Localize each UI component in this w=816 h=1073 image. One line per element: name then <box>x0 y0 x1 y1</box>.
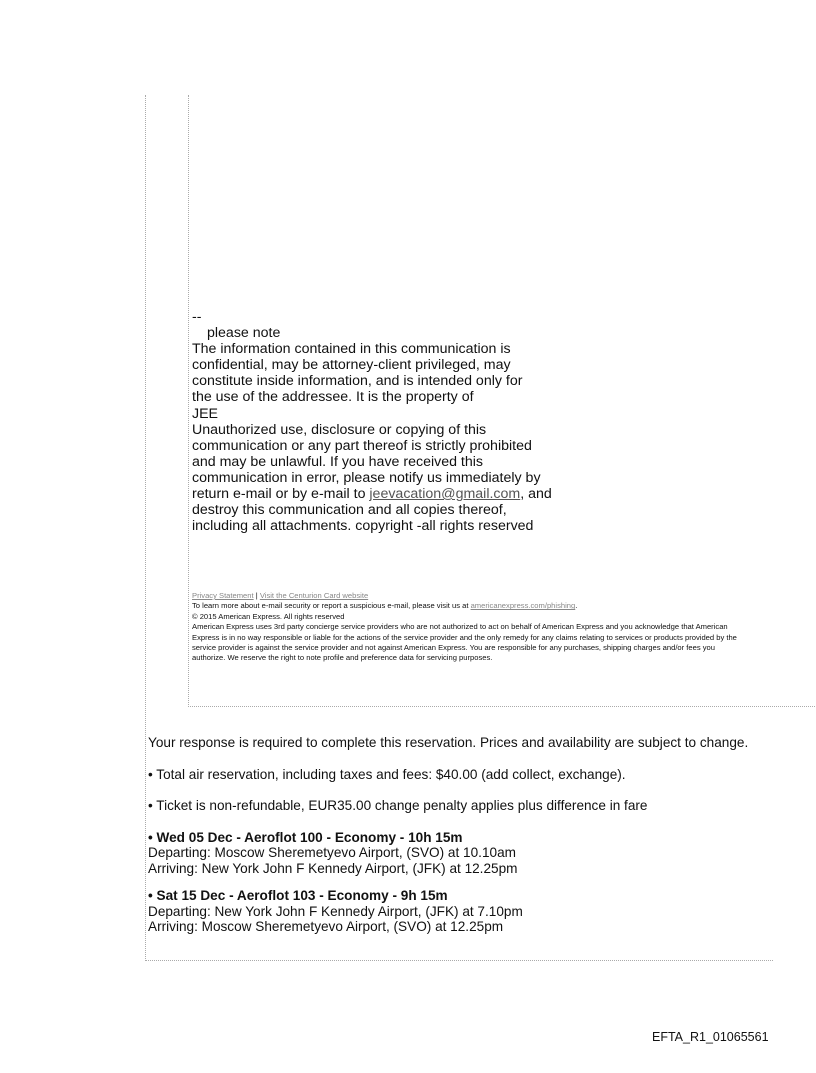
security-text: To learn more about e-mail security or report a suspicious e-mail, please visit us at <box>192 601 471 611</box>
phishing-link[interactable]: americanexpress.com/phishing <box>470 601 576 611</box>
return-suffix: , and <box>520 486 552 503</box>
flight-title: • Sat 15 Dec - Aeroflot 103 - Economy - 9h 15m <box>148 888 448 903</box>
flight-arriving: Arriving: New York John F Kennedy Airport, (JFK) at 12.25pm <box>148 860 518 876</box>
period: . <box>575 601 578 611</box>
flight-title: • Wed 05 Dec - Aeroflot 100 - Economy - 10h 15m <box>148 829 463 845</box>
flight-segment-return <box>148 888 748 935</box>
sig-line: the use of the addressee. It is the property of <box>192 389 474 406</box>
disclaimer-line: Express is in no way responsible or liable for the actions of the service provider and the only remedy for any claims relating to services or products provided by the <box>192 632 737 642</box>
sig-line: communication in error, please notify us immediately by <box>192 469 541 486</box>
link-separator: | <box>253 591 260 600</box>
sig-line: communication or any part thereof is strictly prohibited <box>192 437 532 454</box>
sig-line: JEE <box>192 405 219 422</box>
return-prefix: return e-mail or by e-mail to <box>192 486 370 503</box>
document-id: EFTA_R1_01065561 <box>652 1030 769 1044</box>
flight-arriving: Arriving: Moscow Sheremetyevo Airport, (SVO) at 12.25pm <box>148 919 504 934</box>
disclaimer-line: authorize. We reserve the right to note profile and preference data for servicing purposes. <box>192 653 493 663</box>
disclaimer-line: American Express uses 3rd party concierge service providers who are not authorized to act on behalf of American Express and you acknowledge that American <box>192 622 728 632</box>
fare-rules: • Ticket is non-refundable, EUR35.00 change penalty applies plus difference in fare <box>148 798 648 813</box>
disclaimer-line: service provider is against the service provider and not against American Express. You are responsible for any purchases, shipping charges and/or fees you <box>192 643 715 653</box>
sig-line: The information contained in this communication is <box>192 341 511 358</box>
sig-line: destroy this communication and all copies thereof, <box>192 502 507 519</box>
sig-line <box>192 486 592 502</box>
flight-departing: Departing: Moscow Sheremetyevo Airport, (SVO) at 10.10am <box>148 845 516 860</box>
reservation-details <box>148 735 748 947</box>
centurion-card-link[interactable]: Visit the Centurion Card website <box>259 591 369 600</box>
flight-departing: Departing: New York John F Kennedy Airport, (JFK) at 7.10pm <box>148 903 523 919</box>
email-link[interactable]: jeevacation@gmail.com <box>369 486 521 503</box>
sig-line: Unauthorized use, disclosure or copying of this <box>192 421 487 438</box>
flight-segment-outbound <box>148 830 748 877</box>
sig-line: constitute inside information, and is intended only for <box>192 373 523 390</box>
reservation-intro: Your response is required to complete this reservation. Prices and availability are subject to change. <box>148 735 749 750</box>
fare-total: • Total air reservation, including taxes and fees: $40.00 (add collect, exchange). <box>148 766 626 782</box>
note-heading: please note <box>207 325 281 342</box>
signature-dashes: -- <box>192 309 202 325</box>
privacy-statement-link[interactable]: Privacy Statement <box>192 591 254 600</box>
sig-line: confidential, may be attorney-client privileged, may <box>192 357 511 374</box>
sig-line: including all attachments. copyright -all rights reserved <box>192 518 534 535</box>
email-signature-disclaimer <box>192 309 592 534</box>
sig-line: and may be unlawful. If you have received this <box>192 453 484 470</box>
amex-legal-footer <box>192 591 737 664</box>
copyright: © 2015 American Express. All rights reserved <box>192 611 345 621</box>
